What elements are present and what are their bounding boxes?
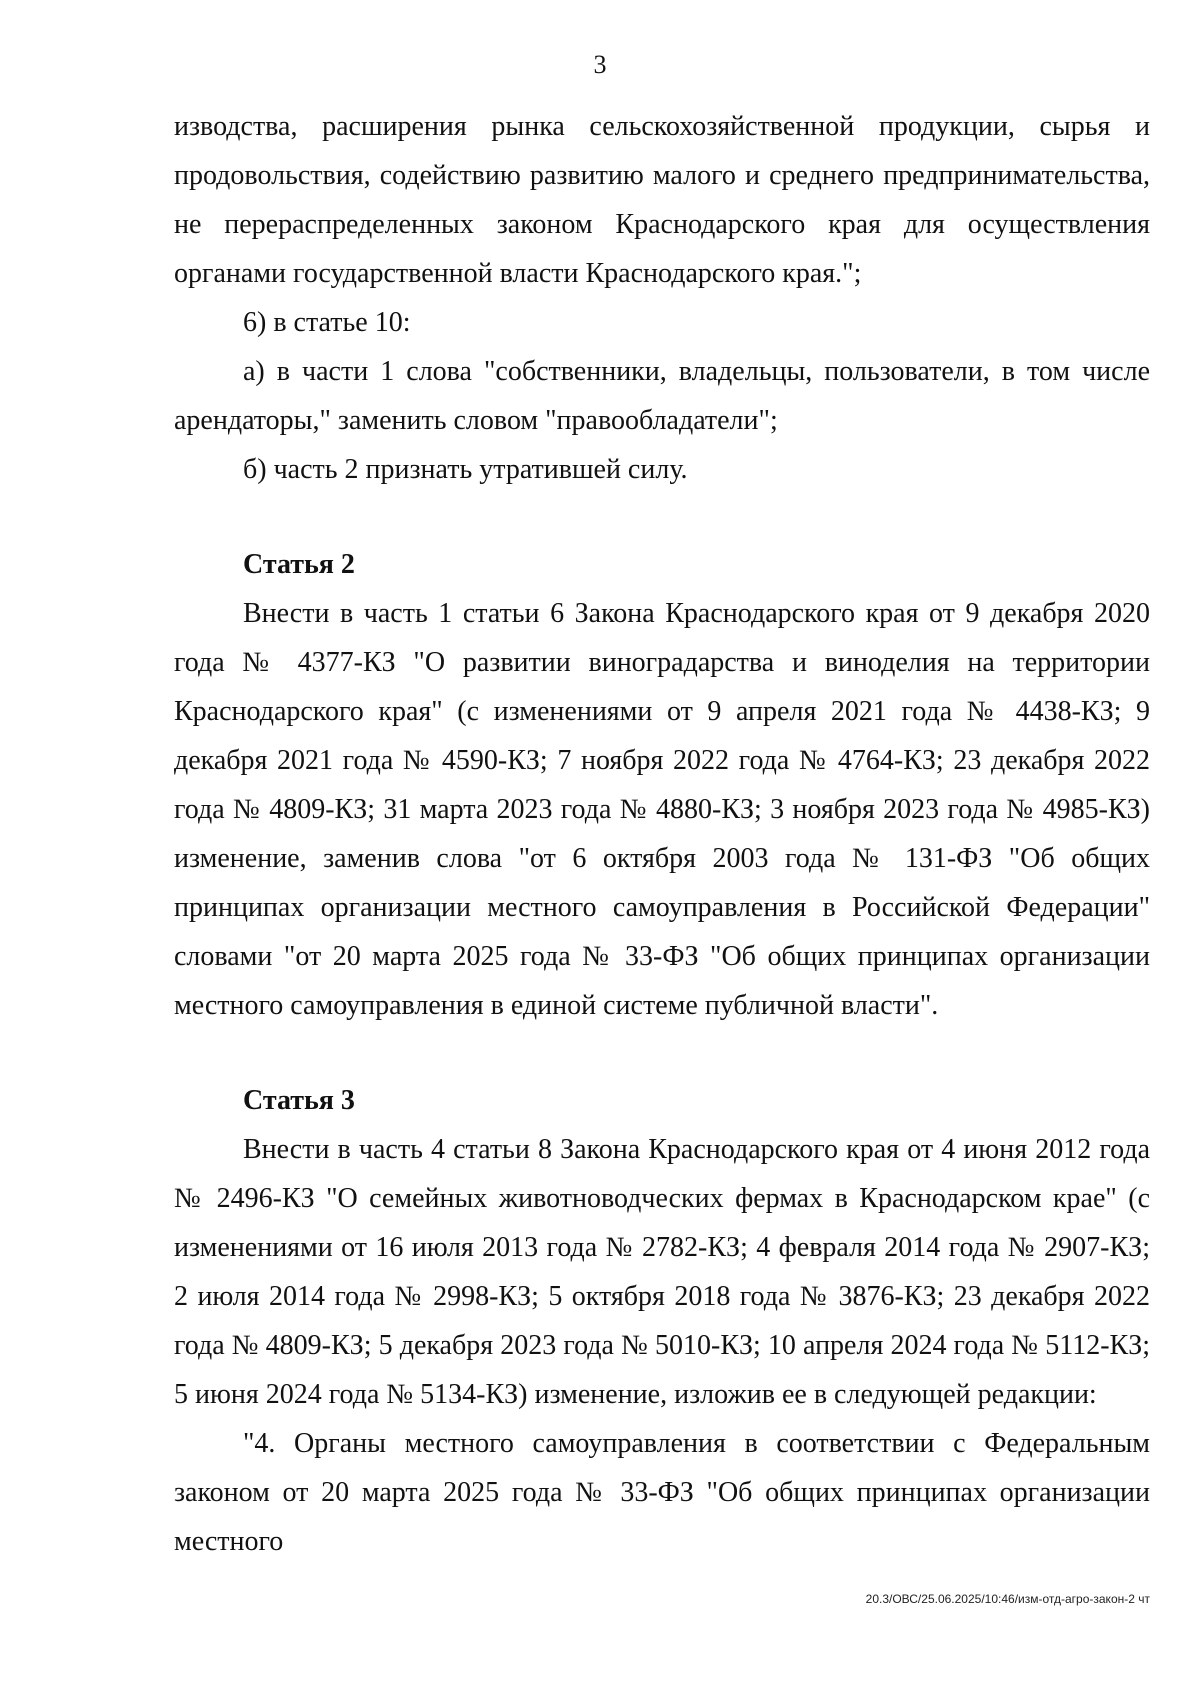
- paragraph-continuation: изводства, расширения рынка сельскохозяйственной продукции, сырья и продовольствия, содействию развитию малого и среднего предпринимательства, не перераспределенных законом Краснодарского края для осуществления органами государственной власти Краснодарского края.";: [174, 111, 1150, 289]
- paragraph-subitem-b: б) часть 2 признать утратившей силу.: [243, 454, 688, 485]
- paragraph-subitem-a: а) в части 1 слова "собственники, владельцы, пользователи, в том числе арендаторы," заменить словом "правообладатели";: [174, 356, 1150, 436]
- article-3-heading: Статья 3: [243, 1085, 355, 1116]
- paragraph-item-6: 6) в статье 10:: [243, 307, 411, 338]
- section-gap: [174, 494, 1150, 540]
- page-number: 3: [593, 50, 607, 79]
- document-body: [174, 102, 1150, 1566]
- article-2-heading: Статья 2: [243, 549, 355, 580]
- article-3-quote: "4. Органы местного самоуправления в соответствии с Федеральным законом от 20 марта 2025 года № 33-ФЗ "Об общих принципах организации местного: [174, 1428, 1150, 1557]
- section-gap: [174, 1030, 1150, 1076]
- article-2-text: Внести в часть 1 статьи 6 Закона Краснодарского края от 9 декабря 2020 года № 4377-КЗ "О развитии виноградарства и виноделия на территории Краснодарского края" (с изменениями от 9 апреля 2021 года № 4438-КЗ; 9 декабря 2021 года № 4590-КЗ; 7 ноября 2022 года № 4764-КЗ; 23 декабря 2022 года № 4809-КЗ; 31 марта 2023 года № 4880-КЗ; 3 ноября 2023 года № 4985-КЗ) изменение, заменив слова "от 6 октября 2003 года № 131-ФЗ "Об общих принципах организации местного самоуправления в Российской Федерации" словами "от 20 марта 2025 года № 33-ФЗ "Об общих принципах организации местного самоуправления в единой системе публичной власти".: [174, 598, 1150, 1021]
- document-footer-code: 20.3/ОВС/25.06.2025/10:46/изм-отд-агро-закон-2 чт: [865, 1592, 1150, 1606]
- article-3-text: Внести в часть 4 статьи 8 Закона Краснодарского края от 4 июня 2012 года № 2496-КЗ "О семейных животноводческих фермах в Краснодарском крае" (с изменениями от 16 июля 2013 года № 2782-КЗ; 4 февраля 2014 года № 2907-КЗ; 2 июля 2014 года № 2998-КЗ; 5 октября 2018 года № 3876-КЗ; 23 декабря 2022 года № 4809-КЗ; 5 декабря 2023 года № 5010-КЗ; 10 апреля 2024 года № 5112-КЗ; 5 июня 2024 года № 5134-КЗ) изменение, изложив ее в следующей редакции:: [174, 1134, 1150, 1410]
